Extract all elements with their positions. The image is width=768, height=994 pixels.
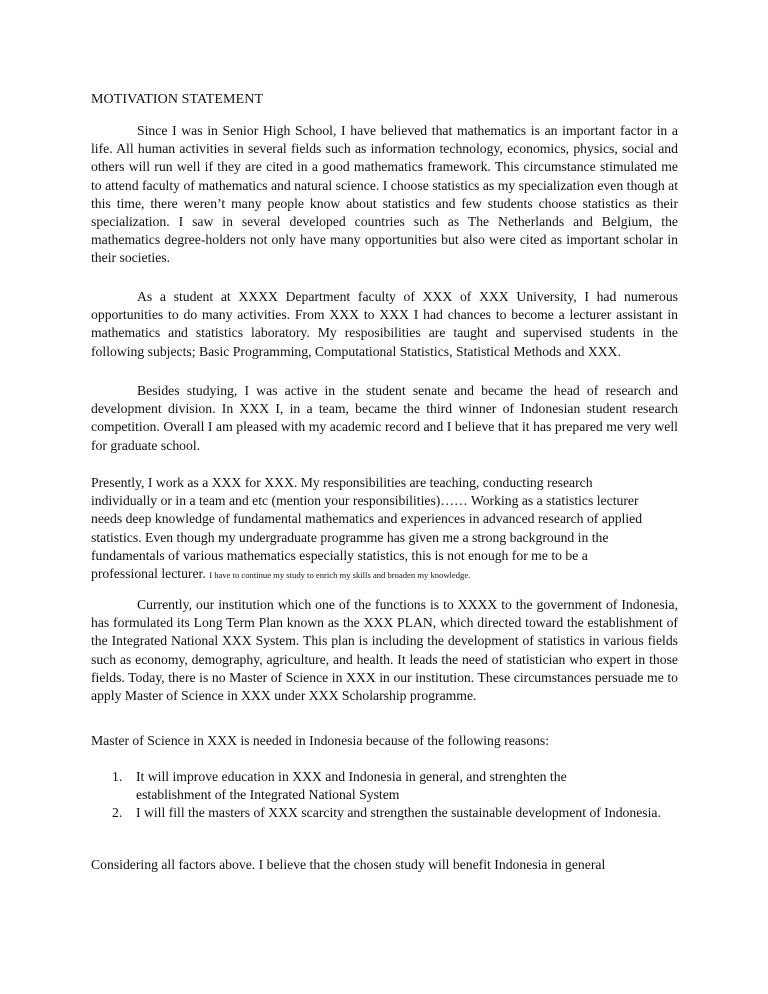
list-item [91,804,666,822]
paragraph-6: Master of Science in XXX is needed in Indonesia because of the following reasons: [91,733,550,748]
paragraph-7: Considering all factors above. I believe that the chosen study will benefit Indonesia in general [91,857,606,872]
list-item-number: 2. [112,805,123,821]
list-item-text: I will fill the masters of XXX scarcity and strengthen the sustainable development of Indonesia. [136,805,661,821]
list-item-text: It will improve education in XXX and Indonesia in general, and strenghten the establishment of the Integrated National System [136,769,567,803]
list-item-number: 1. [112,769,123,784]
document-title: MOTIVATION STATEMENT [91,92,264,107]
paragraph-1: Since I was in Senior High School, I have believed that mathematics is an important factor in a life. All human activities in several fields such as information technology, economics, physics, social and others will run well if they are cited in a good mathematics framework. This circumstance stimulated me to attend faculty of mathematics and natural science. I choose statistics as my specialization even though at this time, there weren’t many people know about statistics and few students choose statistics as their specialization. I saw in several developed countries such as The Netherlands and Belgium, the mathematics degree-holders not only have many opportunities but also were cited as important scholar in their societies. [91,123,678,266]
paragraph-4-small-note: I have to continue my study to enrich my skills and broaden my knowledge. [209,570,471,581]
paragraph-2: As a student at XXXX Department faculty of XXX of XXX University, I had numerous opportunities to do many activities. From XXX to XXX I had chances to become a lecturer assistant in mathematics and statistics laboratory. My resposibilities are taught and supervised students in the following subjects; Basic Programming, Computational Statistics, Statistical Methods and XXX. [91,289,678,359]
list-item [91,768,636,804]
reasons-list [91,768,678,823]
paragraph-5: Currently, our institution which one of the functions is to XXXX to the government of Indonesia, has formulated its Long Term Plan known as the XXX PLAN, which directed toward the establishment of the Integrated National XXX System. This plan is including the development of statistics in various fields such as economy, demography, agriculture, and health. It leads the need of statistician who expert in those fields. Today, there is no Master of Science in XXX in our institution. These circumstances persuade me to apply Master of Science in XXX under XXX Scholarship programme. [91,597,678,704]
paragraph-4-main: Presently, I work as a XXX for XXX. My responsibilities are teaching, conducting research individually or in a team and etc (mention your responsibilities)…… Working as a statistics lecturer needs deep knowledge of fundamental mathematics and experiences in advanced research of applied statistics. Even though my undergraduate programme has given me a strong background in the fundamentals of various mathematics especially statistics, this is not enough for me to be a professional lecturer. [91,475,643,582]
paragraph-3: Besides studying, I was active in the student senate and became the head of research and development division. In XXX I, in a team, became the third winner of Indonesian student research competition. Overall I am pleased with my academic record and I believe that it has prepared me very well for graduate school. [91,383,678,453]
paragraph-4 [91,474,651,584]
